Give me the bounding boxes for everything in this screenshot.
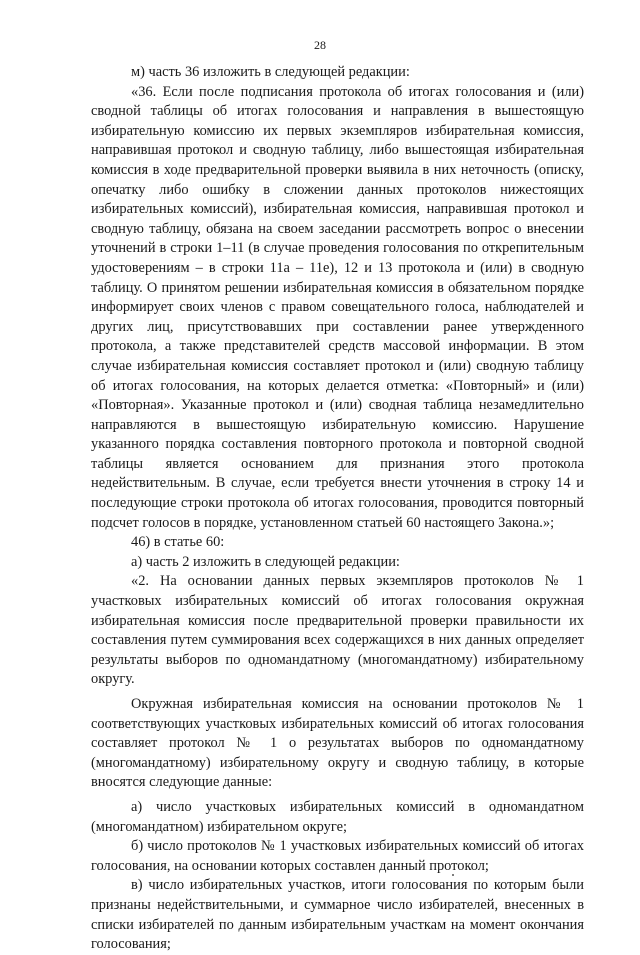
document-body [91, 63, 584, 955]
scan-speck [452, 874, 454, 876]
paragraph-part-36: «36. Если после подписания протокола об итогах голосования и (или) сводной таблицы об итогах голосования и направления в вышестоящую избирательную комиссию их первых экземпляров избирательная комиссия, направившая протокол и сводную таблицу, либо вышестоящая избирательная комиссия в ходе предварительной проверки выявила в них неточность (описку, опечатку либо ошибку в сложении данных протоколов нижестоящих избирательных комиссий), избирательная комиссия, направившая протокол и сводную таблицу, обязана на своем заседании рассмотреть вопрос о внесении уточнений в строки 1–11 (в случае проведения голосования по открепительным удостоверениям – в строки 11а – 11е), 12 и 13 протокола и (или) в сводную таблицу. О принятом решении избирательная комиссия в обязательном порядке информирует своих членов с правом совещательного голоса, наблюдателей и других лиц, присутствовавших при составлении ранее утвержденного протокола, а также представителей средств массовой информации. В этом случае избирательная комиссия составляет протокол и (или) сводную таблицу об итогах голосования, на которых делается отметка: «Повторный» и (или) «Повторная». Указанные протокол и (или) сводная таблица незамедлительно направляются в вышестоящую избирательную комиссию. Нарушение указанного порядка составления повторного протокола и повторной сводной таблицы является основанием для признания этого протокола недействительным. В случае, если требуется внести уточнения в строку 14 и последующие строки протокола об итогах голосования, проводится повторный подсчет голосов в порядке, установленном статьей 60 настоящего Закона.»; [91, 83, 584, 531]
paragraph-district-commission: Окружная избирательная комиссия на основании протоколов № 1 соответствующих участковых избирательных комиссий об итогах голосования составляет протокол № 1 о результатах выборов по одномандатному (многомандатному) избирательному округу и сводную таблицу, в которые вносятся следующие данные: [91, 696, 584, 791]
list-item-b: б) число протоколов № 1 участковых избирательных комиссий об итогах голосования, на основании которых составлен данный протокол; [91, 838, 584, 874]
page-number: 28 [314, 38, 326, 52]
paragraph-item-46: 46) в статье 60: [131, 534, 225, 551]
paragraph-part-2: «2. На основании данных первых экземпляров протоколов № 1 участковых избирательных комиссий об итогах голосования окружная избирательная комиссия после предварительной проверки правильности их составления путем суммирования всех содержащихся в них данных определяет результаты выборов по одномандатному (многомандатному) избирательному округу. [91, 573, 584, 688]
list-item-a: а) число участковых избирательных комиссий в одномандатном (многомандатном) избирательном округе; [91, 798, 584, 835]
paragraph-amendment-m: м) часть 36 изложить в следующей редакции: [131, 64, 410, 80]
list-item-v: в) число избирательных участков, итоги голосования по которым были признаны недействительными, и суммарное число избирателей, внесенных в списки избирателей по данным избирательным участкам на момент окончания голосования; [91, 877, 584, 953]
paragraph-item-a: а) часть 2 изложить в следующей редакции: [131, 553, 400, 570]
